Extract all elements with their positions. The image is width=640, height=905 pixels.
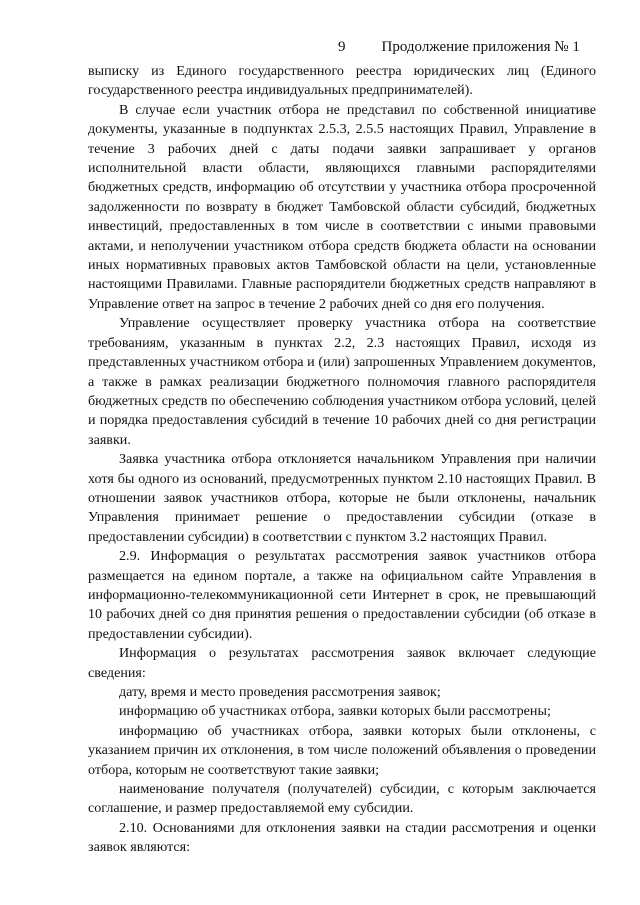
paragraph-1: выписку из Единого государственного реестра юридических лиц (Единого государственного реестра индивидуальных предпринимателей). xyxy=(88,63,596,99)
paragraph-9: информацию об участниках отбора, заявки которых были отклонены, с указанием причин их отклонения, в том числе положений объявления о проведении отбора, которым не соответствуют такие заявки; xyxy=(88,722,596,778)
page-number: 9 xyxy=(338,39,346,55)
paragraph-2: В случае если участник отбора не представил по собственной инициативе документы, указанные в подпунктах 2.5.3, 2.5.5 настоящих Правил, Управление в течение 3 рабочих дней с даты подачи заявки запрашивает у органов исполнительной власти области, являющихся главными распорядителями бюджетных средств, информацию об отсутствии у участника отбора просроченной задолженности по возврату в бюджет Тамбовской области субсидий, бюджетных инвестиций, предоставленных в том числе в соответствии с иными правовыми актами, и неполучении участником отбора средств бюджета области на основании иных нормативных правовых актов Тамбовской области на цели, установленные настоящими Правилами. Главные распорядители бюджетных средств направляют в Управление ответ на запрос в течение 2 рабочих дней со дня его получения. xyxy=(88,101,596,312)
page-header xyxy=(338,39,580,56)
paragraph-6: Информация о результатах рассмотрения заявок включает следующие сведения: xyxy=(88,645,596,681)
document-body xyxy=(88,62,596,858)
paragraph-8: информацию об участниках отбора, заявки которых были рассмотрены; xyxy=(119,703,551,720)
paragraph-5: 2.9. Информация о результатах рассмотрения заявок участников отбора размещается на едином портале, а также на официальном сайте Управления в информационно-телекоммуникационной сети Интернет в срок, не превышающий 10 рабочих дней со дня принятия решения о предоставлении субсидии (об отказе в предоставлении субсидии). xyxy=(88,548,596,642)
paragraph-7: дату, время и место проведения рассмотрения заявок; xyxy=(119,684,441,700)
paragraph-3: Управление осуществляет проверку участника отбора на соответствие требованиям, указанным в пунктах 2.2, 2.3 настоящих Правил, исходя из представленных участником отбора и (или) запрошенных Управлением документов, а также в рамках реализации бюджетного полномочия главного распорядителя бюджетных средств по обеспечению соблюдения участником отбора условий, целей и порядка предоставления субсидий в течение 10 рабочих дней со дня регистрации заявки. xyxy=(88,315,596,448)
paragraph-10: наименование получателя (получателей) субсидии, с которым заключается соглашение, и размер предоставляемой ему субсидии. xyxy=(88,781,596,817)
appendix-title: Продолжение приложения № 1 xyxy=(381,39,580,55)
paragraph-4: Заявка участника отбора отклоняется начальником Управления при наличии хотя бы одного из оснований, предусмотренных пунктом 2.10 настоящих Правил. В отношении заявок участников отбора, которые не были отклонены, начальник Управления принимает решение о предоставлении субсидии (отказе в предоставлении субсидии) в соответствии с пунктом 3.2 настоящих Правил. xyxy=(88,451,596,545)
paragraph-11: 2.10. Основаниями для отклонения заявки на стадии рассмотрения и оценки заявок являются: xyxy=(88,819,596,856)
